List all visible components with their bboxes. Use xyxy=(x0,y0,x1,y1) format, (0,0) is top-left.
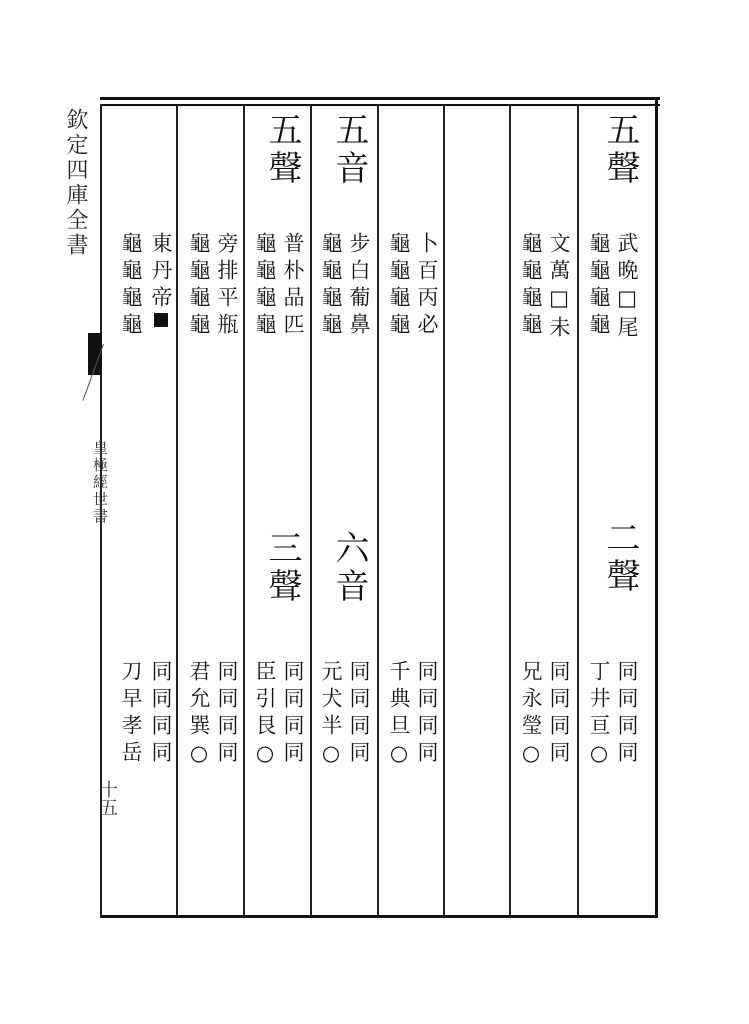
column-line: 武晩□尾 xyxy=(615,232,639,343)
book-title: 欽定四庫全書 xyxy=(63,108,88,258)
column-heading: 五聲 xyxy=(600,112,640,188)
column-line: 卜百丙必 xyxy=(415,232,439,340)
column-rule xyxy=(577,104,579,915)
frame-bottom-rule xyxy=(100,915,656,918)
column-rule xyxy=(443,104,445,915)
column-rule xyxy=(310,104,312,915)
column-line: 步白葡鼻 xyxy=(347,232,371,340)
column-line: 元犬半○ xyxy=(319,660,343,771)
column-line: 龜龜龜龜 xyxy=(587,232,611,340)
column-line: 龜龜龜龜 xyxy=(319,232,343,340)
column-line: 龜龜龜龜 xyxy=(119,232,143,340)
column-line: 文萬□未 xyxy=(547,232,571,343)
frame-right-rule xyxy=(655,97,658,918)
column-line: 君允巽○ xyxy=(187,660,211,771)
section-title: 皇極經世書 xyxy=(91,440,109,525)
column-rule xyxy=(377,104,379,915)
column-line: 刀早孝岳 xyxy=(119,660,143,768)
column-heading: 二聲 xyxy=(600,520,640,596)
column-line: 同同同同 xyxy=(149,660,173,768)
column-line: 千典旦○ xyxy=(387,660,411,771)
column-rule xyxy=(509,104,511,915)
column-line: 臣引艮○ xyxy=(253,660,277,771)
lacuna-mark xyxy=(154,313,168,327)
column-line: 同同同同 xyxy=(281,660,305,768)
column-line: 同同同同 xyxy=(415,660,439,768)
column-heading: 三聲 xyxy=(262,530,302,606)
page-number: 十五 xyxy=(97,780,118,816)
column-line: 丁井亘○ xyxy=(587,660,611,771)
column-line: 同同同同 xyxy=(615,660,639,768)
frame-top-rule xyxy=(100,97,660,100)
column-rule xyxy=(176,104,178,915)
column-heading: 五音 xyxy=(329,112,369,188)
column-line: 同同同同 xyxy=(547,660,571,768)
column-line: 東丹帝 xyxy=(149,232,173,313)
frame-top-rule-inner xyxy=(100,104,660,106)
column-line: 旁排平瓶 xyxy=(215,232,239,340)
column-heading: 五聲 xyxy=(262,112,302,188)
column-line: 普朴品匹 xyxy=(281,232,305,340)
column-line: 龜龜龜龜 xyxy=(253,232,277,340)
column-line: 同同同同 xyxy=(215,660,239,768)
column-line-with-lacuna xyxy=(146,232,176,327)
column-heading: 六音 xyxy=(329,530,369,606)
column-rule xyxy=(243,104,245,915)
column-line: 龜龜龜龜 xyxy=(519,232,543,340)
column-line: 兄永瑩○ xyxy=(519,660,543,771)
column-line: 同同同同 xyxy=(347,660,371,768)
column-line: 龜龜龜龜 xyxy=(187,232,211,340)
column-line: 龜龜龜龜 xyxy=(387,232,411,340)
